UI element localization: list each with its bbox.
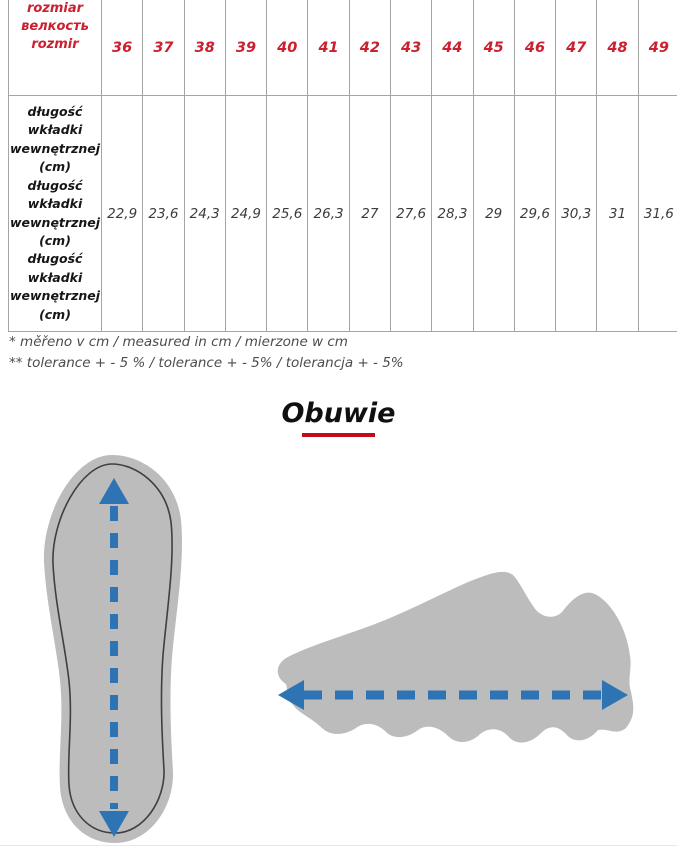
label-line-8: długość [27,251,83,267]
insole-length-value-2: 24,3 [184,96,225,332]
insole-length-value-12: 31 [597,96,638,332]
insole-length-row-label [9,96,102,332]
footnote-measured-in-cm: * měřeno v cm / measured in cm / mierzone w cm [9,334,348,350]
insole-length-value-7: 27,6 [390,96,431,332]
size-col-2: 38 [184,0,225,96]
page-bottom-divider [0,845,677,846]
size-col-8: 44 [432,0,473,96]
title-underline [302,433,375,437]
insole-figure [38,452,188,845]
size-col-9: 45 [473,0,514,96]
insole-length-value-5: 26,3 [308,96,349,332]
size-header-label [9,0,102,96]
label-line-1: велкость [21,19,89,34]
size-col-7: 43 [390,0,431,96]
label-line-0: rozmiar [26,1,84,16]
size-col-5: 41 [308,0,349,96]
size-col-0: 36 [102,0,143,96]
label-line-5: wkładki [27,196,83,212]
section-title: Obuwie [281,398,396,429]
insole-length-value-10: 29,6 [514,96,555,332]
label-line-2: wewnętrznej [9,140,101,156]
insole-length-row [9,96,677,332]
insole-length-value-9: 29 [473,96,514,332]
insole-length-value-8: 28,3 [432,96,473,332]
size-header-row [9,0,677,96]
table-footnotes [9,332,404,373]
insole-length-value-4: 25,6 [267,96,308,332]
size-col-11: 47 [556,0,597,96]
size-col-3: 39 [225,0,266,96]
size-table [8,0,677,332]
shoe-figure [270,568,640,766]
insole-length-value-1: 23,6 [143,96,184,332]
insole-length-value-3: 24,9 [225,96,266,332]
label-line-10: wewnętrznej [9,288,101,304]
insole-length-value-6: 27 [349,96,390,332]
size-col-10: 46 [514,0,555,96]
size-col-4: 40 [267,0,308,96]
size-col-12: 48 [597,0,638,96]
size-col-13: 49 [638,0,677,96]
shoe-silhouette [278,572,634,743]
insole-length-value-0: 22,9 [102,96,143,332]
label-line-9: wkładki [27,269,83,285]
label-line-6: wewnętrznej [9,214,101,230]
size-col-6: 42 [349,0,390,96]
size-col-1: 37 [143,0,184,96]
label-line-3: (cm) [39,159,71,175]
insole-length-value-11: 30,3 [556,96,597,332]
label-line-4: długość [27,177,83,193]
size-table-wrap [8,0,677,332]
label-line-0: długość [27,104,83,120]
footnote-tolerance: ** tolerance + - 5 % / tolerance + - 5% / tolerancja + - 5% [9,354,404,371]
insole-length-value-13: 31,6 [638,96,677,332]
label-line-11: (cm) [39,306,71,322]
label-line-7: (cm) [39,232,71,248]
label-line-2: rozmir [31,37,79,52]
label-line-1: wkładki [27,122,83,138]
